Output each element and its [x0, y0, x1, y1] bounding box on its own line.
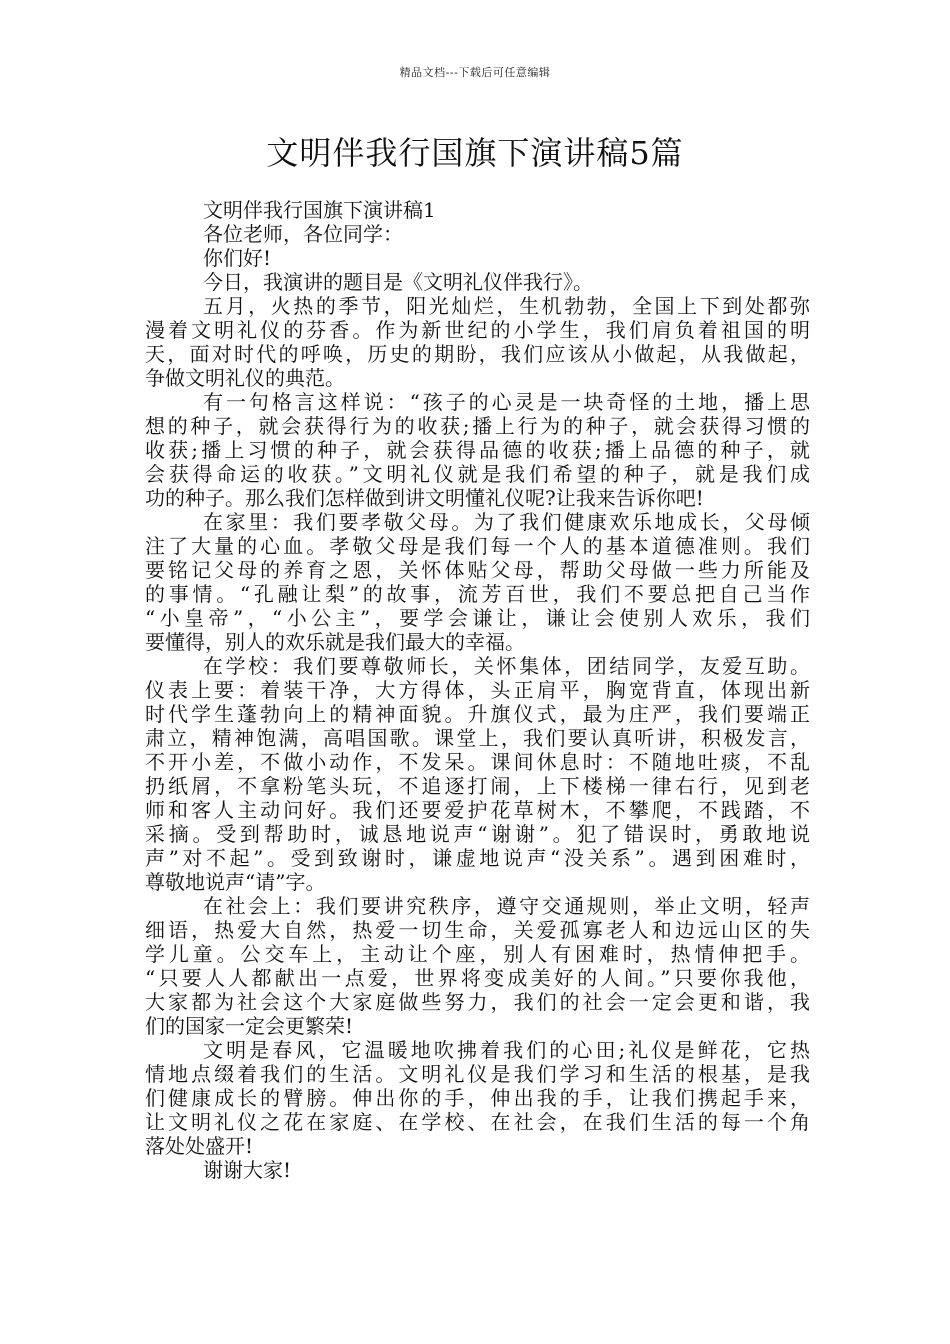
text-line: 文明伴我行国旗下演讲稿1	[203, 198, 436, 222]
text-line: 功的种子。那么我们怎样做到讲文明懂礼仪呢?让我来告诉你吧!	[145, 486, 704, 510]
text-line: 在家里：我们要孝敬父母。为了我们健康欢乐地成长，父母倾	[203, 510, 810, 534]
text-line: 的事情。“孔融让梨”的故事，流芳百世，我们不要总把自己当作	[145, 582, 810, 606]
text-line: 天，面对时代的呼唤，历史的期盼，我们应该从小做起，从我做起，	[145, 342, 810, 366]
text-line: 想的种子，就会获得行为的收获;播上行为的种子，就会获得习惯的	[145, 414, 810, 438]
text-line: 文明是春风，它温暖地吹拂着我们的心田;礼仪是鲜花，它热	[203, 1038, 810, 1062]
text-line: 要铭记父母的养育之恩，关怀体贴父母，帮助父母做一些力所能及	[145, 558, 810, 582]
text-line: 们的国家一定会更繁荣!	[145, 1014, 354, 1038]
text-line: 在社会上：我们要讲究秩序，遵守交通规则，举止文明，轻声	[203, 894, 810, 918]
text-line: “只要人人都献出一点爱，世界将变成美好的人间。”只要你我他，	[145, 966, 810, 990]
text-line: 在学校：我们要尊敬师长，关怀集体，团结同学，友爱互助。	[203, 654, 810, 678]
text-line: 学儿童。公交车上，主动让个座，别人有困难时，热情伸把手。	[145, 942, 810, 966]
text-line: 师和客人主动问好。我们还要爱护花草树木，不攀爬，不践踏，不	[145, 798, 810, 822]
text-line: 注了大量的心血。孝敬父母是我们每一个人的基本道德准则。我们	[145, 534, 810, 558]
text-line: 收获;播上习惯的种子，就会获得品德的收获;播上品德的种子，就	[145, 438, 810, 462]
text-line: 争做文明礼仪的典范。	[145, 366, 345, 390]
text-line: 尊敬地说声“请”字。	[145, 870, 326, 894]
text-line: 落处处盛开!	[145, 1134, 254, 1158]
text-line: 谢谢大家!	[203, 1158, 292, 1182]
text-line: 你们好!	[203, 246, 272, 270]
text-line: 今日，我演讲的题目是《文明礼仪伴我行》。	[203, 270, 593, 294]
text-line: 仪表上要：着装干净，大方得体，头正肩平，胸宽背直，体现出新	[145, 678, 810, 702]
page-header: 精品文档---下载后可任意编辑	[399, 66, 551, 79]
text-line: “小皇帝”，“小公主”，要学会谦让，谦让会使别人欢乐，我们	[145, 606, 810, 630]
document-title: 文明伴我行国旗下演讲稿5篇	[266, 134, 684, 172]
text-line: 情地点缀着我们的生活。文明礼仪是我们学习和生活的根基，是我	[145, 1062, 810, 1086]
text-line: 采摘。受到帮助时，诚恳地说声“谢谢”。犯了错误时，勇敢地说	[145, 822, 810, 846]
text-line: 会获得命运的收获。”文明礼仪就是我们希望的种子，就是我们成	[145, 462, 810, 486]
document-body	[145, 198, 810, 1182]
text-line: 让文明礼仪之花在家庭、在学校、在社会，在我们生活的每一个角	[145, 1110, 810, 1134]
text-line: 时代学生蓬勃向上的精神面貌。升旗仪式，最为庄严，我们要端正	[145, 702, 810, 726]
text-line: 不开小差，不做小动作，不发呆。课间休息时：不随地吐痰，不乱	[145, 750, 810, 774]
text-line: 肃立，精神饱满，高唱国歌。课堂上，我们要认真听讲，积极发言，	[145, 726, 810, 750]
text-line: 大家都为社会这个大家庭做些努力，我们的社会一定会更和谐，我	[145, 990, 810, 1014]
text-line: 扔纸屑，不拿粉笔头玩，不追逐打闹，上下楼梯一律右行，见到老	[145, 774, 810, 798]
text-line: 有一句格言这样说：“孩子的心灵是一块奇怪的土地，播上思	[203, 390, 810, 414]
text-line: 漫着文明礼仪的芬香。作为新世纪的小学生，我们肩负着祖国的明	[145, 318, 810, 342]
text-line: 声”对不起”。受到致谢时，谦虚地说声“没关系”。遇到困难时，	[145, 846, 810, 870]
text-line: 各位老师，各位同学：	[203, 222, 403, 246]
text-line: 们健康成长的臂膀。伸出你的手，伸出我的手，让我们携起手来，	[145, 1086, 810, 1110]
text-line: 要懂得，别人的欢乐就是我们最大的幸福。	[145, 630, 525, 654]
text-line: 细语，热爱大自然，热爱一切生命，关爱孤寡老人和边远山区的失	[145, 918, 810, 942]
text-line: 五月，火热的季节，阳光灿烂，生机勃勃，全国上下到处都弥	[203, 294, 810, 318]
